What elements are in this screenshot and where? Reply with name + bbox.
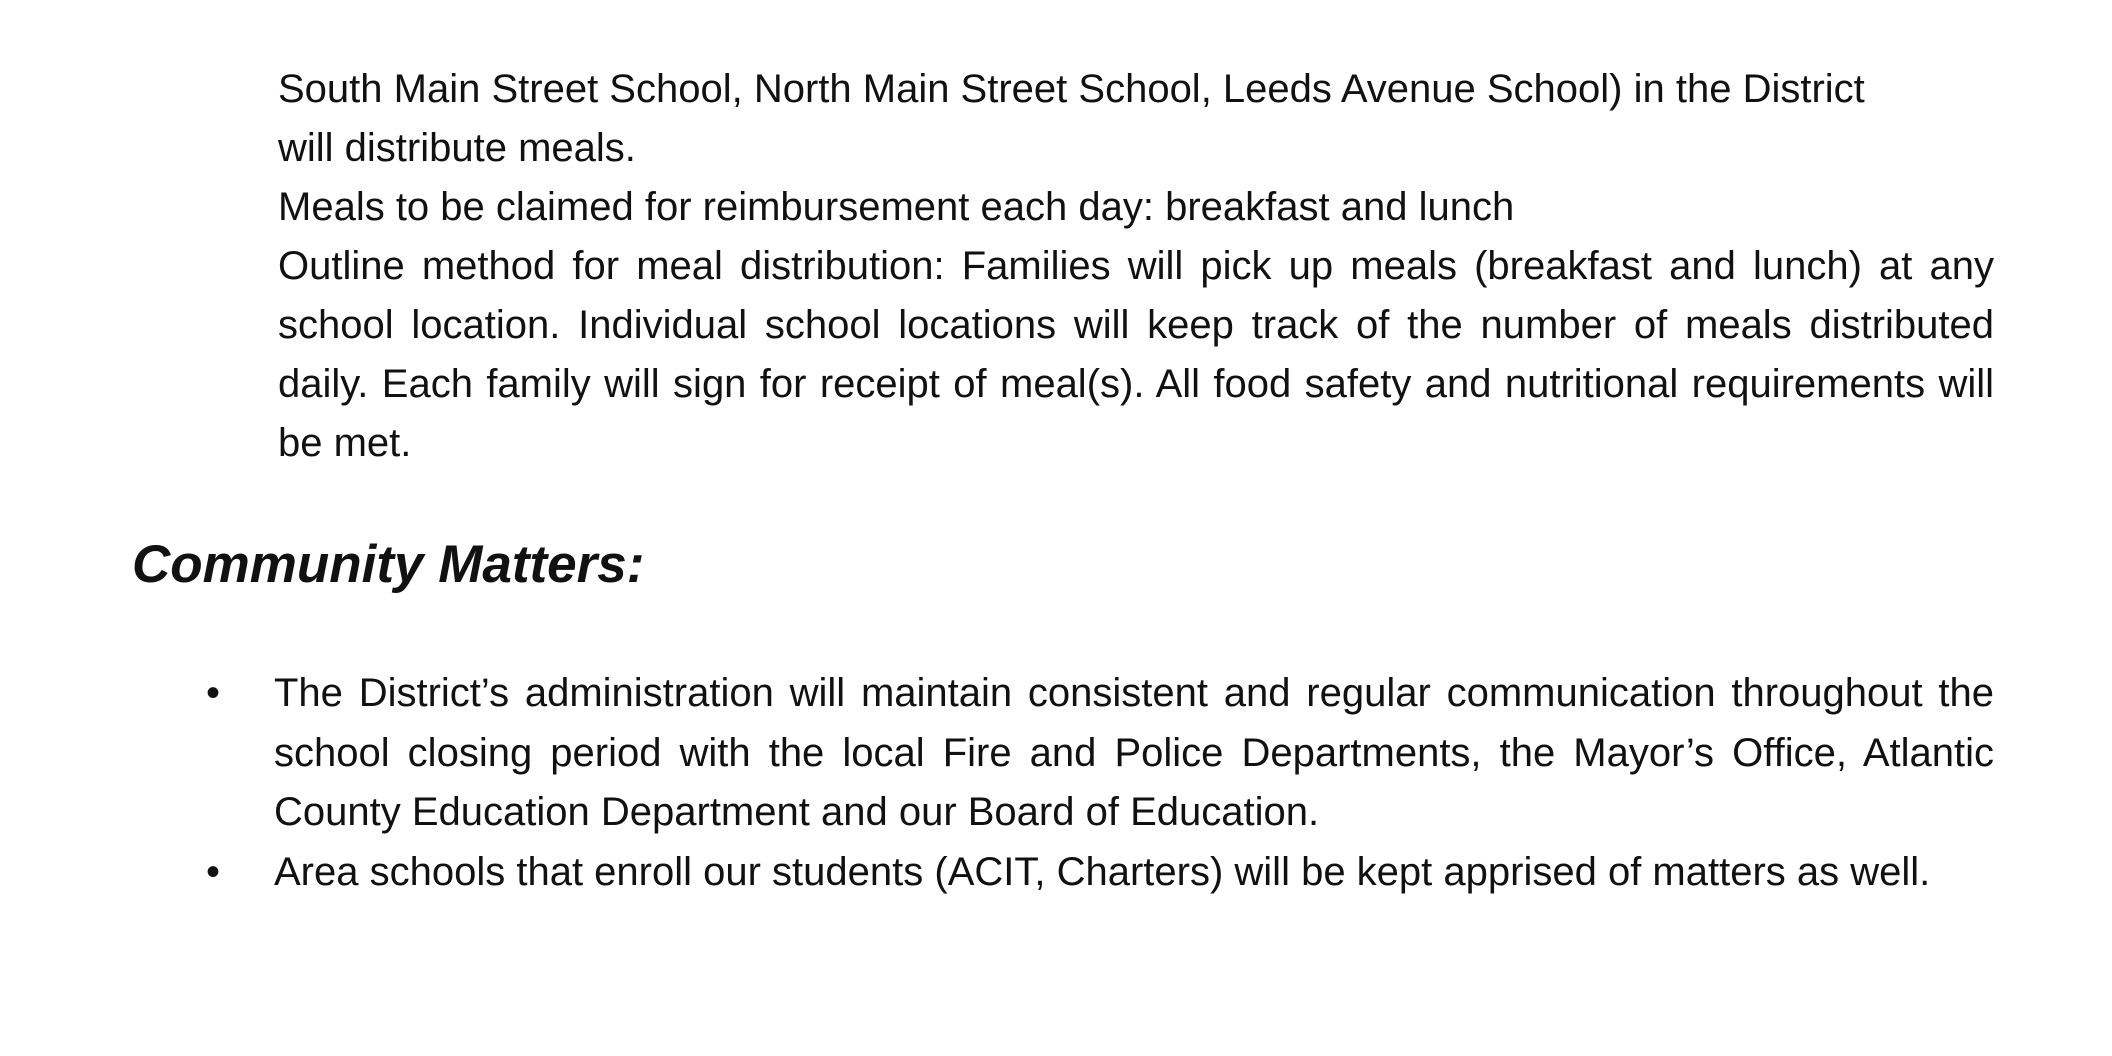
meal-sites-line-1: South Main Street School, North Main Street School, Leeds Avenue School) in the District xyxy=(278,67,1865,111)
list-item xyxy=(196,843,1994,903)
meals-claimed-line: Meals to be claimed for reimbursement each day: breakfast and lunch xyxy=(278,185,1515,229)
meal-distribution-section xyxy=(278,60,1994,473)
bullet-text: The District’s administration will maintain consistent and regular communication throughout the school closing period with the local Fire and Police Departments, the Mayor’s Office, Atlantic County Education Department and our Board of Education. xyxy=(274,671,1994,834)
distribution-method-paragraph: Outline method for meal distribution: Families will pick up meals (breakfast and lunch) at any school location. Individual school locations will keep track of the number of meals distributed daily. Each family will sign for receipt of meal(s). All food safety and nutritional requirements will be met. xyxy=(278,244,1994,465)
bullet-text: Area schools that enroll our students (ACIT, Charters) will be kept apprised of matters as well. xyxy=(274,849,1931,894)
bullet-icon: • xyxy=(206,671,221,715)
community-matters-heading: Community Matters: xyxy=(132,535,645,594)
bullet-icon: • xyxy=(206,849,221,894)
community-bullet-list xyxy=(196,664,1994,902)
meal-sites-line-2: will distribute meals. xyxy=(278,126,636,170)
list-item xyxy=(196,664,1994,843)
